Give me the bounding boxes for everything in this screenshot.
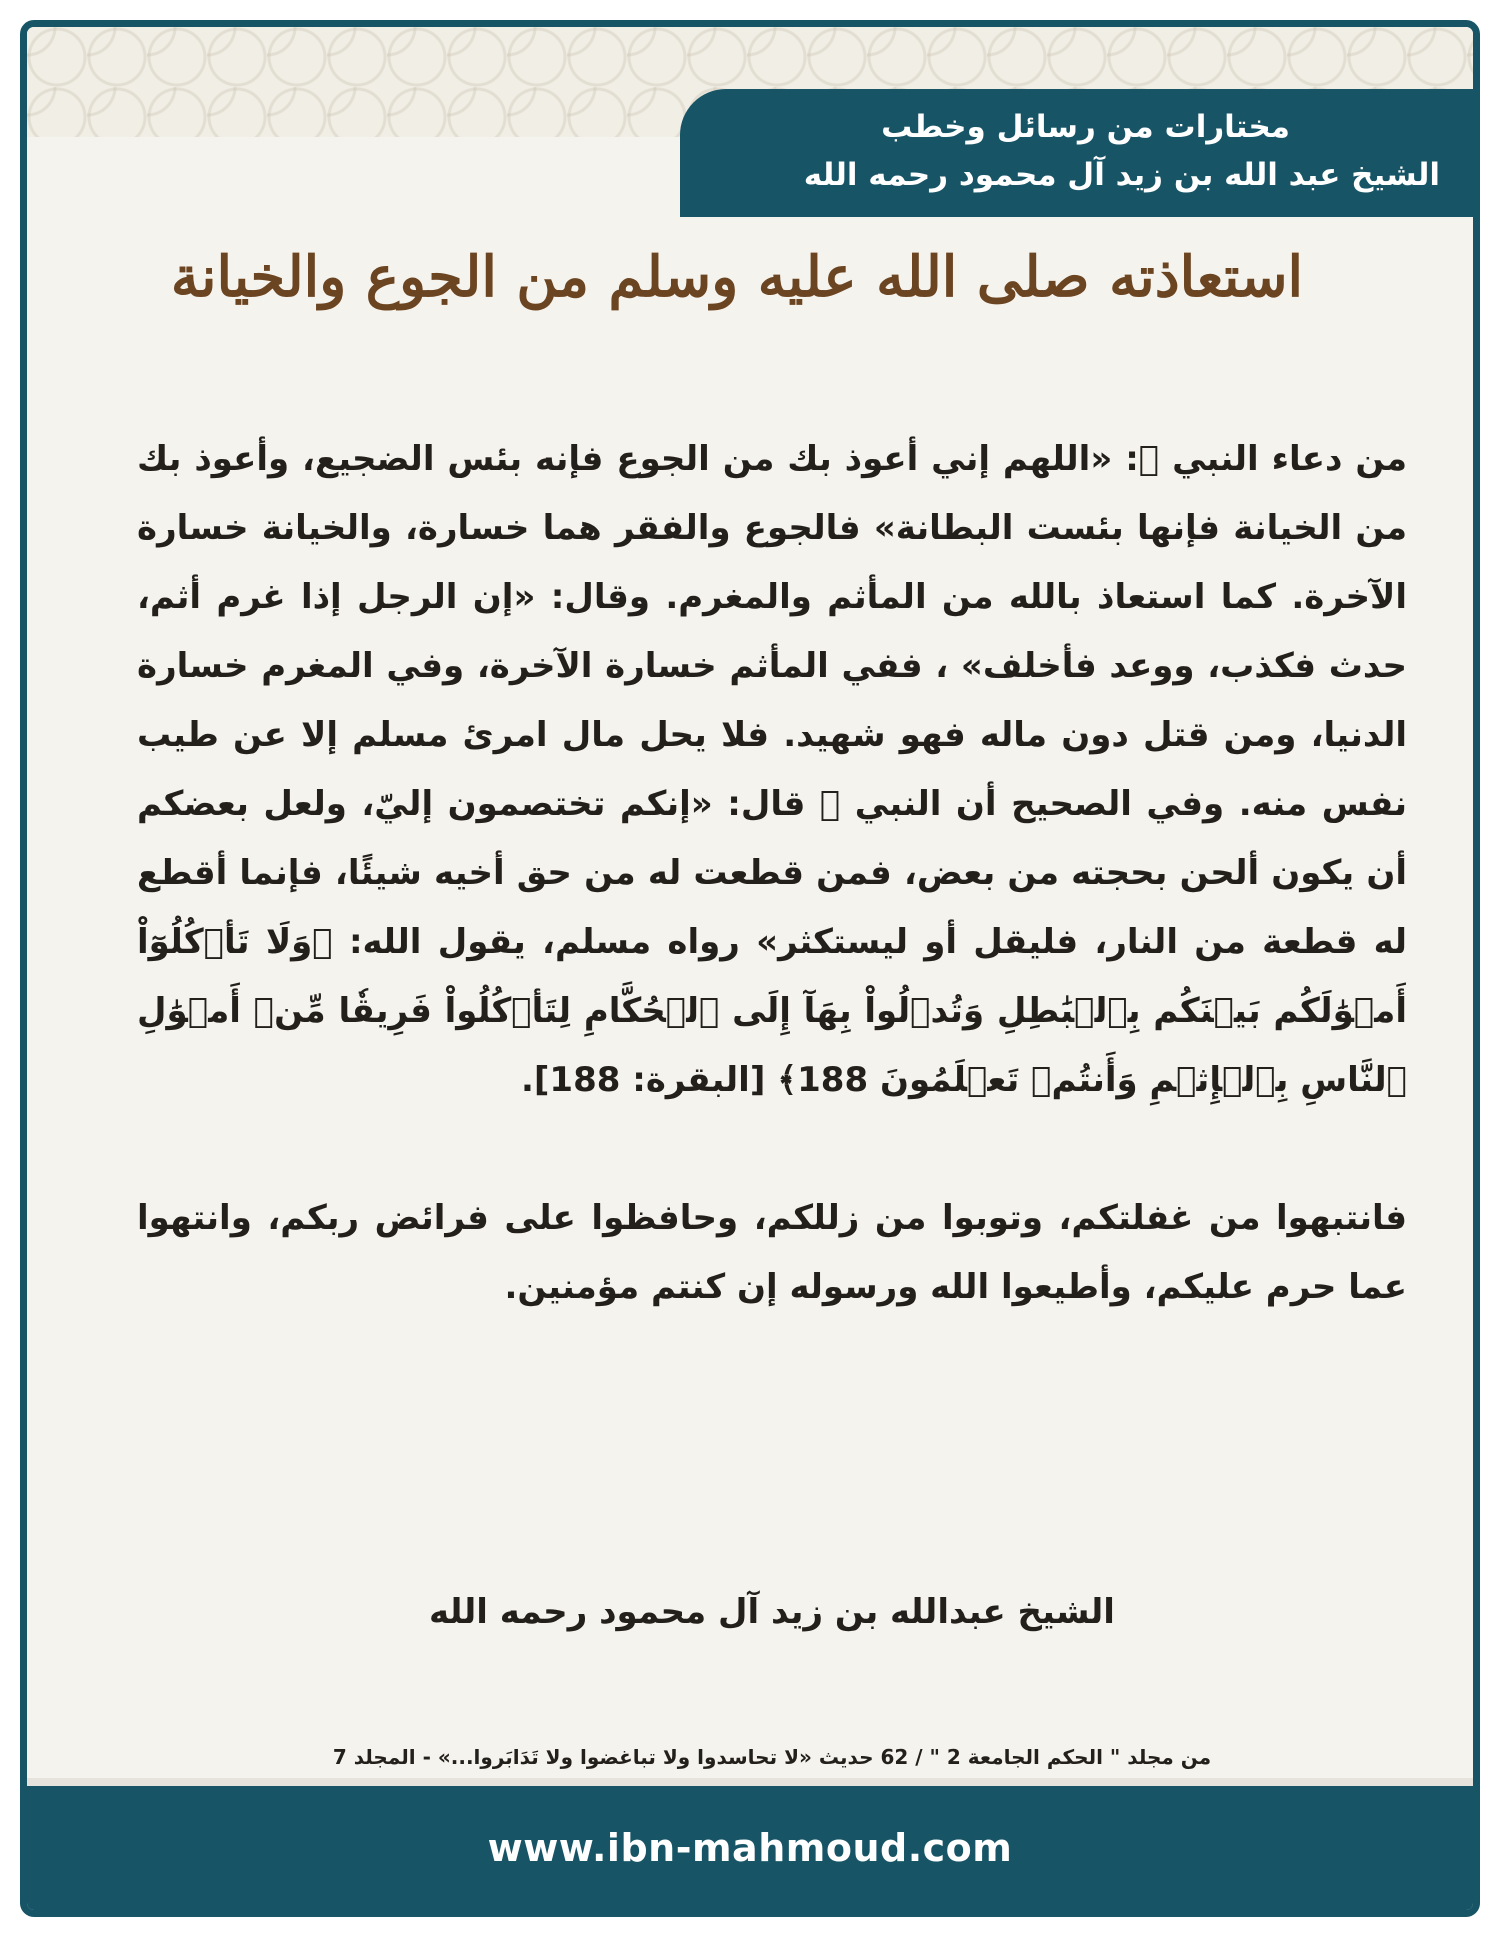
article-title: استعاذته صلى الله عليه وسلم من الجوع والخيانة [170,244,1304,310]
signature: الشيخ عبدالله بن زيد آل محمود رحمه الله [429,1592,1115,1632]
footer [27,1778,1473,1910]
website-link[interactable]: www.ibn-mahmoud.com [487,1826,1013,1870]
body-paragraph-1: من دعاء النبي ﷺ: «اللهم إني أعوذ بك من الجوع فإنه بئس الضجيع، وأعوذ بك من الخيانة فإنها بئست البطانة» فالجوع والفقر هما خسارة، والخيانة خسارة الآخرة. كما استعاذ بالله من المأثم والمغرم. وقال: «إن الرجل إذا غرم أثم، حدث فكذب، ووعد فأخلف» ، ففي المأثم خسارة الآخرة، وفي المغرم خسارة الدنيا، ومن قتل دون ماله فهو شهيد. فلا يحل مال امرئ مسلم إلا عن طيب نفس منه. وفي الصحيح أن النبي ﷺ قال: «إنكم تختصمون إليّ، ولعل بعضكم أن يكون ألحن بحجته من بعض، فمن قطعت له من حق أخيه شيئًا، فإنما أقطع له قطعة من النار، فليقل أو ليستكثر» رواه مسلم، يقول الله: ﴿وَلَا تَأۡكُلُوٓاْ أَمۡوَٰلَكُم بَيۡنَكُم بِٱلۡبَٰطِلِ وَتُدۡلُواْ بِهَآ إِلَى ٱلۡحُكَّامِ لِتَأۡكُلُواْ فَرِيقٗا مِّنۡ أَمۡوَٰلِ ٱلنَّاسِ بِٱلۡإِثۡمِ وَأَنتُمۡ تَعۡلَمُونَ 188﴾ [البقرة: 188]. [137,439,1407,1100]
body-paragraph-2: فانتبهوا من غفلتكم، وتوبوا من زللكم، وحافظوا على فرائض ربكم، وانتهوا عما حرم عليكم، وأطيعوا الله ورسوله إن كنتم مؤمنين. [137,1198,1407,1307]
author-header: الشيخ عبد الله بن زيد آل محمود رحمه الله [803,157,1440,193]
article-body [137,425,1407,1322]
header-band [680,89,1480,217]
series-title: مختارات من رسائل وخطب [881,109,1290,145]
source-citation: من مجلد " الحكم الجامعة 2 " / 62 حديث «لا تحاسدوا ولا تباغضوا ولا تَدَابَروا...» - المجلد 7 [332,1745,1212,1769]
article-card [20,20,1480,1917]
